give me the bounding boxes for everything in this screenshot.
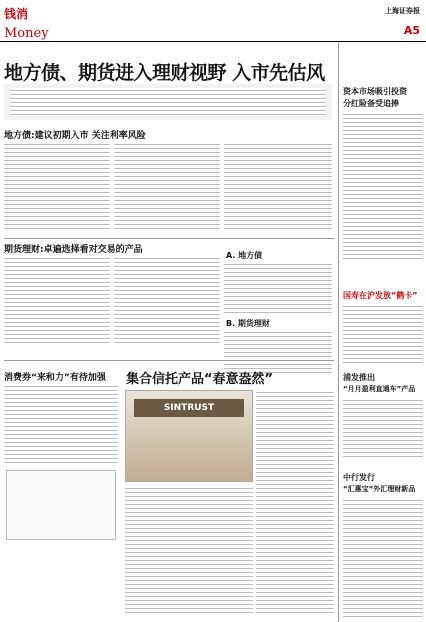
bottom-left-title: 消费券“来和力”有待加强 [4, 373, 106, 383]
subhead-futures: 期货理财:卓遍选择看对交易的产品 [4, 245, 143, 255]
right-title2: 分红险备受追捧 [343, 99, 399, 108]
body-text-col3 [224, 142, 332, 232]
masthead [0, 0, 426, 42]
right-text4 [343, 498, 423, 618]
right-title4: 浦发推出 [343, 373, 375, 382]
right-title1: 资本市场吸引投资 [343, 87, 407, 96]
box-b-label: B. 期货理财 [226, 319, 270, 328]
lead-text [10, 88, 326, 116]
body-text-col4 [4, 256, 110, 346]
lead-box [4, 84, 332, 120]
main-headline: 地方债、期货进入理财视野 入市先估风 [4, 62, 325, 84]
page-number: A5 [403, 24, 420, 37]
divider [4, 360, 334, 361]
section-title: Money [4, 26, 49, 41]
right-text3 [343, 398, 423, 458]
right-column [338, 42, 426, 622]
brand-logo: 钱消 [4, 7, 29, 21]
trust-text-bottom [125, 486, 253, 616]
right-text2 [343, 304, 423, 364]
subhead-local-bond: 地方债:建议初期入市 关注利率风险 [4, 131, 146, 141]
bank-sign: SINTRUST [134, 399, 244, 417]
small-chart [6, 470, 116, 540]
bank-photo [125, 390, 253, 482]
right-text1 [343, 112, 423, 262]
box-a-label: A. 地方债 [226, 251, 263, 260]
trust-headline: 集合信托产品“春意盎然” [126, 372, 274, 387]
right-title7: “汇惠宝”外汇理财新品 [343, 485, 416, 493]
body-text-col5 [114, 256, 220, 346]
divider [4, 238, 334, 239]
paper-name: 上海证券报 [385, 7, 420, 15]
box-a-text [224, 262, 332, 314]
body-text-col2 [114, 142, 220, 232]
right-title6: 中行发行 [343, 473, 375, 482]
bottom-left-text [4, 384, 118, 464]
trust-text-right [256, 390, 334, 616]
right-title3: 国寿在沪发放“鹤卡” [343, 291, 418, 300]
body-text-col1 [4, 142, 110, 232]
right-title5: “月月盈利直通车”产品 [343, 385, 416, 393]
